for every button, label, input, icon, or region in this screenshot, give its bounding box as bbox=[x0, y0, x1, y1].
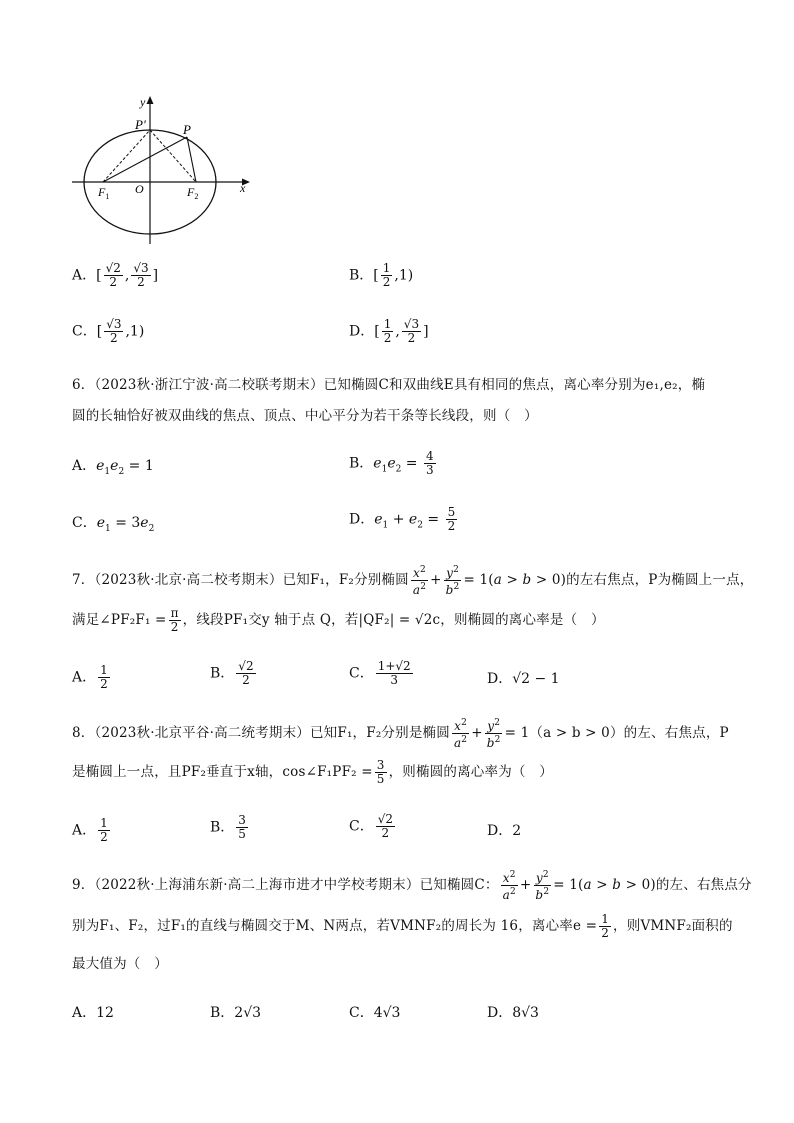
origin-label: O bbox=[135, 182, 144, 196]
q8-option-d: D．2 bbox=[487, 823, 522, 839]
q5-option-c: C．[ $\frac{√3}{2}$ ,1) bbox=[72, 317, 145, 345]
q6-option-a: A．$e_1e_2 = 1$ bbox=[72, 458, 154, 477]
q9-line1: 9．（2022秋·上海浦东新·高二上海市进才中学校考期末）已知椭圆C： $\frac{x^2}{a^2}$ + $\frac{y^2}{b^2}$ = 1(a > b > 0)的左、右焦点分 bbox=[72, 870, 752, 902]
ellipse-figure bbox=[70, 92, 260, 247]
q7-line1: 7．（2023秋·北京·高二校考期末）已知F₁，F₂分别椭圆 $\frac{x^2}{a^2}$ + $\frac{y^2}{b^2}$ = 1(a > b > 0)的左右焦点，P为椭圆上一点， bbox=[72, 565, 754, 597]
q7-option-c: C． $\frac{1+√2}{3}$ bbox=[349, 659, 411, 687]
q8-option-a: A． $\frac{1}{2}$ bbox=[72, 816, 108, 844]
x-axis-label: x bbox=[240, 181, 246, 195]
focus-f1-label: $F_1$ bbox=[98, 185, 110, 201]
y-axis-label: y bbox=[140, 95, 146, 109]
focus-f2-label: $F_2$ bbox=[187, 185, 199, 201]
q6-option-b: B．$e_1e_2$ = $\frac{4}{3}$ bbox=[349, 449, 434, 477]
q9-line2: 别为F₁、F₂，过F₁的直线与椭圆交于M、N两点，若VMNF₂的周长为 16，离心率e = $\frac{1}{2}$ ，则VMNF₂面积的 bbox=[72, 912, 733, 940]
q9-option-d: D．8√3 bbox=[487, 1005, 539, 1021]
q7-option-b: B． $\frac{√2}{2}$ bbox=[210, 659, 254, 687]
q8-option-b: B． $\frac{3}{5}$ bbox=[210, 813, 246, 841]
q6-option-d: D．$e_1 + e_2$ = $\frac{5}{2}$ bbox=[349, 505, 456, 533]
q8-line1: 8．（2023秋·北京平谷·高二统考期末）已知F₁，F₂分别是椭圆 $\frac{x^2}{a^2}$ + $\frac{y^2}{b^2}$ = 1（a > b > 0）的左、右焦点，P bbox=[72, 718, 729, 750]
q6-line2: 圆的长轴恰好被双曲线的焦点、顶点、中心平分为若干条等长线段，则（ ） bbox=[72, 408, 538, 424]
q9-option-b: B．2√3 bbox=[210, 1005, 262, 1021]
point-p-label: P bbox=[183, 122, 191, 137]
q9-option-a: A．12 bbox=[72, 1005, 114, 1021]
q7-line2: 满足∠PF₂F₁ = $\frac{\pi}{2}$ ，线段PF₁交y 轴于点 Q，若|QF₂| = √2c，则椭圆的离心率是（ ） bbox=[72, 606, 605, 634]
point-pprime-label: P′ bbox=[135, 117, 146, 132]
q5-option-a: A．[ $\frac{√2}{2}$ , $\frac{√3}{2}$ ] bbox=[72, 261, 159, 289]
q8-line2: 是椭圆上一点，且PF₂垂直于x轴，cos∠F₁PF₂ = $\frac{3}{5}$ ，则椭圆的离心率为（ ） bbox=[72, 758, 553, 786]
q9-line3: 最大值为（ ） bbox=[72, 956, 168, 972]
q5-option-d: D．[ $\frac{1}{2}$ , $\frac{√3}{2}$ ] bbox=[349, 317, 429, 345]
q7-option-d: D．√2 − 1 bbox=[487, 671, 560, 687]
q6-option-c: C．$e_1 = 3e_2$ bbox=[72, 515, 155, 534]
q7-option-a: A． $\frac{1}{2}$ bbox=[72, 663, 108, 691]
q6-line1: 6．（2023秋·浙江宁波·高二校联考期末）已知椭圆C和双曲线E具有相同的焦点，离心率分别为e₁,e₂，椭 bbox=[72, 377, 706, 393]
q5-option-b: B．[ $\frac{1}{2}$ ,1) bbox=[349, 261, 414, 289]
q9-option-c: C．4√3 bbox=[349, 1005, 401, 1021]
q8-option-c: C． $\frac{√2}{2}$ bbox=[349, 812, 393, 840]
